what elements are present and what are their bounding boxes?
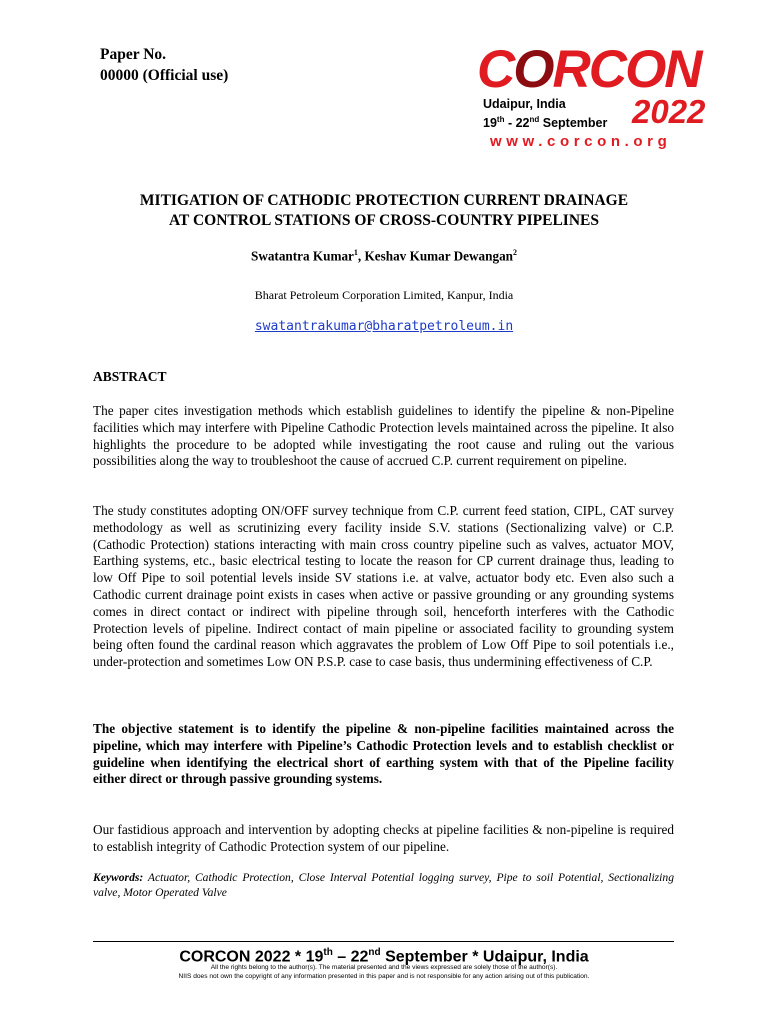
- logo-url[interactable]: www.corcon.org: [490, 133, 672, 150]
- paper-no-value: 00000 (Official use): [100, 67, 229, 84]
- title-line-2: AT CONTROL STATIONS OF CROSS-COUNTRY PIPELINES: [169, 212, 599, 229]
- logo-venue-date: [483, 96, 607, 131]
- logo-dates: 19th - 22nd September: [483, 115, 608, 131]
- author-email-link[interactable]: swatantrakumar@bharatpetroleum.in: [254, 319, 514, 334]
- paper-no-label: Paper No.: [100, 46, 167, 63]
- affiliation: Bharat Petroleum Corporation Limited, Kanpur, India: [254, 288, 514, 302]
- keywords: [93, 870, 674, 900]
- footer-note-line-2: NIIS does not own the copyright of any information presented in this paper and is not responsible for any action arising out of this publication.: [178, 972, 590, 980]
- paper-number-block: [100, 44, 228, 86]
- logo-year: 2022: [632, 93, 706, 130]
- keywords-label: Keywords:: [93, 871, 144, 884]
- abstract-heading: ABSTRACT: [93, 369, 167, 384]
- logo-place: Udaipur, India: [483, 97, 566, 111]
- logo-letters-rest: RCON: [552, 40, 701, 99]
- logo-letter-c: C: [477, 40, 514, 99]
- footer-note-line-1: All the rights belong to the author(s). The material presented and the views expressed are solely those of the author(s).: [210, 964, 558, 971]
- keywords-text: Actuator, Cathodic Protection, Close Interval Potential logging survey, Pipe to soil Potential, Sectionalizing valve, Motor Operated Valve: [93, 871, 674, 899]
- abstract-objective-paragraph: The objective statement is to identify the pipeline & non-pipeline facilities maintained across the pipeline, which may interfere with Pipeline’s Cathodic Protection levels and to establish checklist or guideline when identifying the electrical short of earthing system with that of the Pipeline facility either direct or through passive grounding systems.: [93, 721, 674, 787]
- footer-title: CORCON 2022 * 19th – 22nd September * Udaipur, India: [179, 947, 589, 966]
- paper-title: [60, 191, 708, 231]
- authors: Swatantra Kumar$^1$, Keshav Kumar Dewangan$^2$: [250, 248, 518, 264]
- abstract-paragraph-1: The paper cites investigation methods which establish guidelines to identify the pipeline & non-Pipeline facilities which may interfere with Pipeline Cathodic Protection levels maintained across the pipeline. It also highlights the procedure to be adopted while investigating the root cause and ruling out the various possibilities along the way to troubleshoot the cause of accrued C.P. current requirement on pipeline.: [93, 403, 674, 469]
- logo-wordmark: [477, 40, 701, 100]
- abstract-paragraph-2: The study constitutes adopting ON/OFF survey technique from C.P. current feed station, CIPL, CAT survey methodology as well as scrutinizing every facility inside S.V. stations (Sectionalizing valve) or C.P. (Cathodic Protection) stations interacting with main cross country pipeline such as valves, actuator MOV, Earthing systems, etc., basic electrical testing to locate the reason for CP current drainage thus, leading to low Off Pipe to soil potential levels inside SV stations i.e. at valve, actuator body etc. Even also such a Cathodic current drainage point exists in cases when active or passive grounding or any grounding systems comes in direct contact or indirect with pipeline through soil, henceforth interferes with the Cathodic Protection levels of pipeline. Indirect contact of main pipeline or associated facility to grounding system being often found the cardinal reason which aggravates the problem of Low Off Pipe to soil potentials i.e., under-protection and sometimes Low ON P.S.P. case to case basis, thus undermining effectiveness of C.P.: [93, 503, 674, 670]
- footer-copyright-note: [60, 964, 708, 981]
- corcon-logo: [477, 40, 725, 158]
- title-line-1: MITIGATION OF CATHODIC PROTECTION CURRENT DRAINAGE: [139, 192, 629, 209]
- abstract-paragraph-4: Our fastidious approach and intervention by adopting checks at pipeline facilities & non-pipeline is required to establish integrity of Cathodic Protection system of our pipeline.: [93, 822, 674, 854]
- logo-letter-o: O: [513, 40, 553, 99]
